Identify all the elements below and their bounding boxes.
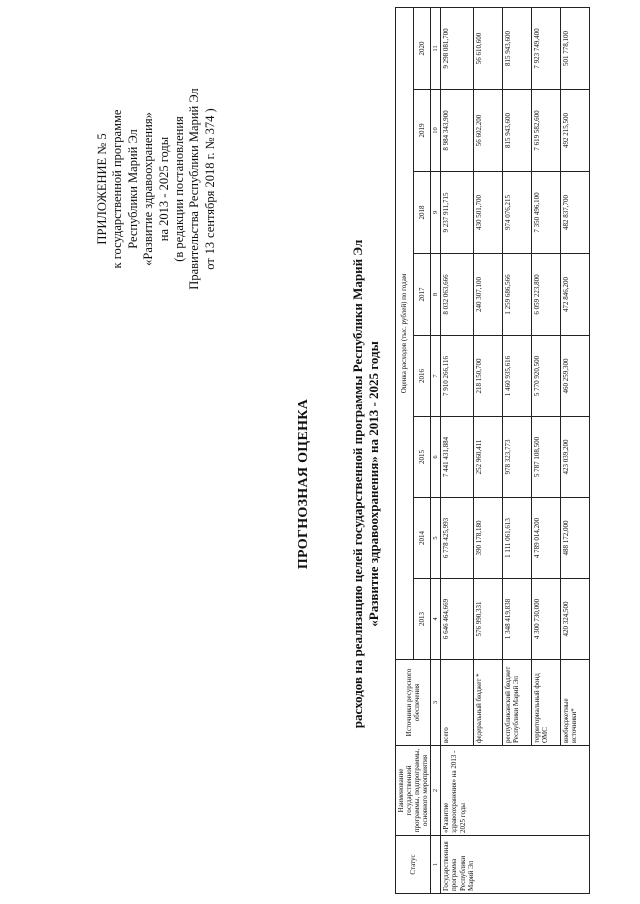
column-number: 7: [431, 336, 441, 417]
column-number: 5: [431, 498, 441, 579]
value-cell: 1 348 419,838: [503, 579, 532, 660]
value-cell: 7 910 266,116: [441, 336, 474, 417]
source-cell: федеральный бюджет *: [474, 660, 503, 746]
appendix-line: на 2013 - 2025 годы: [156, 136, 171, 242]
column-number: 10: [431, 90, 441, 172]
value-cell: 420 324,500: [561, 579, 590, 660]
value-cell: 4 300 730,000: [532, 579, 561, 660]
value-cell: 974 076,215: [503, 172, 532, 254]
value-cell: 501 778,100: [561, 8, 590, 90]
estimate-table-wrap: [395, 8, 590, 894]
header-year: 2017: [413, 254, 431, 336]
value-cell: 6 778 425,993: [441, 498, 474, 579]
date-number: 374: [202, 115, 217, 135]
table-row: [441, 8, 474, 894]
value-cell: 5 770 920,500: [532, 336, 561, 417]
header-year: 2014: [413, 498, 431, 579]
value-cell: 1 111 061,613: [503, 498, 532, 579]
source-cell: территориальный фонд ОМС: [532, 660, 561, 746]
estimate-table: [395, 7, 590, 894]
document-subtitle: расходов на реализацию целей государственной программы Республики Марий Эл: [350, 239, 365, 729]
status-cell: Государственная программа Республики Марий Эл: [441, 836, 590, 894]
value-cell: 6 059 223,800: [532, 254, 561, 336]
value-cell: 7 619 582,600: [532, 90, 561, 172]
date-day: 13: [202, 241, 217, 255]
value-cell: 492 215,500: [561, 90, 590, 172]
appendix-line: (в редакции постановления: [172, 116, 187, 262]
value-cell: 7 923 749,400: [532, 8, 561, 90]
header-year: 2020: [413, 8, 431, 90]
date-month-year: сентября 2018 г. №: [202, 137, 217, 238]
value-cell: 488 172,000: [561, 498, 590, 579]
appendix-block: [95, 79, 218, 299]
source-cell: внебюджетные источники*: [561, 660, 590, 746]
column-number: 3: [431, 660, 441, 746]
column-number: 2: [431, 746, 441, 836]
value-cell: 390 178,180: [474, 498, 503, 579]
document-title: ПРОГНОЗНАЯ ОЦЕНКА: [296, 398, 311, 570]
value-cell: 5 787 108,500: [532, 417, 561, 498]
program-name-cell: «Развитие здравоохранения» на 2013 - 2025 годы: [441, 746, 590, 836]
date-prefix: от: [202, 258, 217, 270]
column-number: 4: [431, 579, 441, 660]
value-cell: 430 501,700: [474, 172, 503, 254]
value-cell: 252 960,411: [474, 417, 503, 498]
value-cell: 423 039,200: [561, 417, 590, 498]
value-cell: 1 259 686,566: [503, 254, 532, 336]
appendix-line: ПРИЛОЖЕНИЕ № 5: [95, 133, 109, 245]
header-year: 2018: [413, 172, 431, 254]
value-cell: 815 943,600: [503, 90, 532, 172]
header-source: Источники ресурсного обеспечения: [396, 660, 431, 746]
header-name: Наименование государственной программы, подпрограммы, основного мероприятия: [396, 746, 431, 836]
column-number: 6: [431, 417, 441, 498]
value-cell: 978 323,773: [503, 417, 532, 498]
value-cell: 8 032 063,666: [441, 254, 474, 336]
header-estimate: Оценка расходов (тыс. рублей) по годам: [396, 8, 414, 660]
header-year: 2019: [413, 90, 431, 172]
value-cell: 240 307,100: [474, 254, 503, 336]
header-status: Статус: [396, 836, 431, 894]
value-cell: 7 350 496,100: [532, 172, 561, 254]
value-cell: 482 837,700: [561, 172, 590, 254]
value-cell: 460 259,300: [561, 336, 590, 417]
value-cell: 815 943,600: [503, 8, 532, 90]
value-cell: 4 789 014,200: [532, 498, 561, 579]
value-cell: 56 602,200: [474, 90, 503, 172]
value-cell: 56 610,600: [474, 8, 503, 90]
value-cell: 218 150,700: [474, 336, 503, 417]
column-number: 9: [431, 172, 441, 254]
value-cell: 8 984 343,900: [441, 90, 474, 172]
title-block: [296, 234, 382, 734]
value-cell: 472 846,200: [561, 254, 590, 336]
column-number: 11: [431, 8, 441, 90]
appendix-line: к государственной программе: [110, 109, 125, 269]
appendix-line: Республики Марий Эл: [125, 129, 140, 249]
date-suffix: ): [202, 108, 217, 113]
source-cell: республиканский бюджет Республики Марий Эл: [503, 660, 532, 746]
header-year: 2016: [413, 336, 431, 417]
value-cell: 9 298 081,700: [441, 8, 474, 90]
value-cell: 576 990,331: [474, 579, 503, 660]
header-year: 2013: [413, 579, 431, 660]
document-subtitle: «Развитие здравоохранения» на 2013 - 2025 годы: [366, 341, 381, 627]
header-year: 2015: [413, 417, 431, 498]
appendix-line: Правительства Республики Марий Эл: [187, 88, 202, 290]
column-number: 8: [431, 254, 441, 336]
column-number: 1: [431, 836, 441, 894]
value-cell: 9 237 911,715: [441, 172, 474, 254]
appendix-date-line: [203, 79, 218, 299]
value-cell: 6 646 464,669: [441, 579, 474, 660]
appendix-line: «Развитие здравоохранения»: [141, 112, 156, 266]
value-cell: 1 460 935,616: [503, 336, 532, 417]
source-cell: всего: [441, 660, 474, 746]
value-cell: 7 441 431,884: [441, 417, 474, 498]
